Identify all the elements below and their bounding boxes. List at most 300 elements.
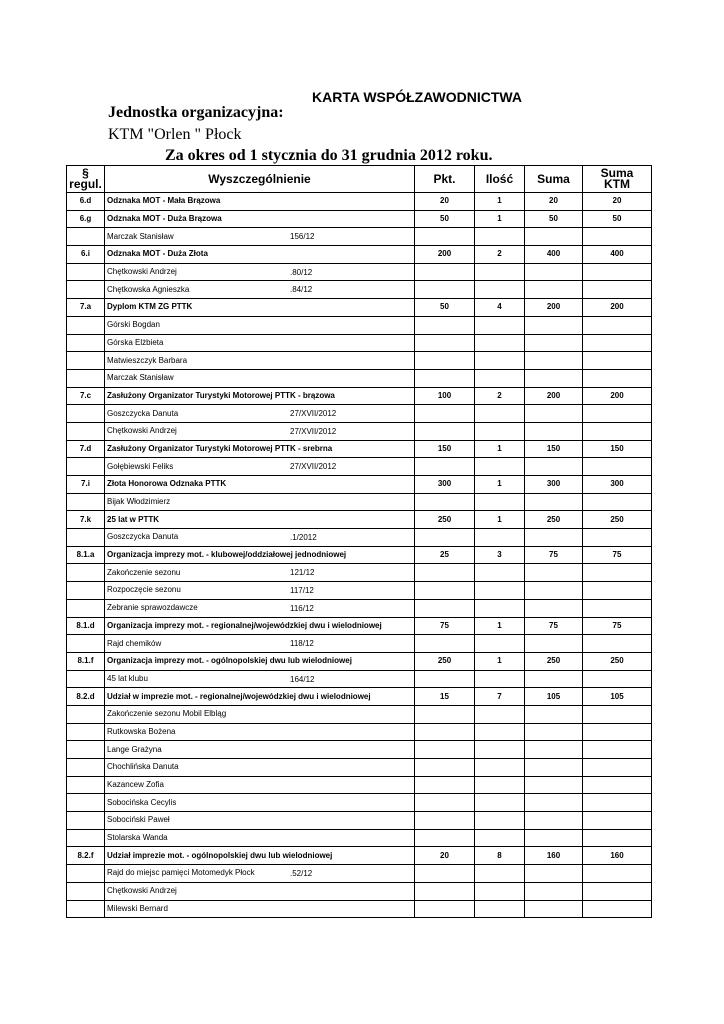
sum-ktm-cell: 50 [583, 210, 652, 228]
paragraph-cell [67, 281, 105, 299]
paragraph-cell [67, 865, 105, 883]
quantity-cell [475, 316, 525, 334]
sum-ktm-cell [583, 281, 652, 299]
quantity-cell [475, 458, 525, 476]
sum-ktm-cell: 160 [583, 847, 652, 865]
points-cell [415, 705, 475, 723]
quantity-cell [475, 228, 525, 246]
paragraph-cell [67, 369, 105, 387]
sum-cell [525, 776, 583, 794]
table-body [67, 193, 652, 918]
sum-ktm-cell [583, 812, 652, 830]
sum-cell [525, 458, 583, 476]
col-header-sum-ktm-line1: Suma [600, 166, 634, 180]
paragraph-cell [67, 263, 105, 281]
detail-row [67, 705, 652, 723]
sum-ktm-cell [583, 352, 652, 370]
description-cell: Dyplom KTM ZG PTTK [105, 299, 415, 317]
paragraph-cell: 7.k [67, 511, 105, 529]
points-cell [415, 281, 475, 299]
person-or-event-name: Marczak Stanisław [107, 373, 174, 383]
paragraph-cell [67, 794, 105, 812]
description-cell [105, 599, 415, 617]
quantity-cell [475, 281, 525, 299]
paragraph-cell: 6.d [67, 193, 105, 211]
person-or-event-name: Chętkowska Agnieszka [107, 284, 190, 294]
paragraph-cell: 8.1.f [67, 652, 105, 670]
detail-row [67, 493, 652, 511]
points-cell [415, 794, 475, 812]
sum-cell: 250 [525, 652, 583, 670]
person-or-event-name: Sobocińska Cecylis [107, 797, 177, 807]
quantity-cell: 1 [475, 210, 525, 228]
person-or-event-name: Górska Elżbieta [107, 337, 164, 347]
description-cell [105, 422, 415, 440]
category-row [67, 193, 652, 211]
description-cell [105, 829, 415, 847]
paragraph-cell: 8.1.d [67, 617, 105, 635]
sum-cell [525, 705, 583, 723]
description-cell [105, 865, 415, 883]
quantity-cell: 1 [475, 476, 525, 494]
person-or-event-name: Kazancew Zofia [107, 780, 164, 790]
description-cell [105, 705, 415, 723]
sum-cell [525, 405, 583, 423]
category-row [67, 476, 652, 494]
quantity-cell: 4 [475, 299, 525, 317]
category-row [67, 546, 652, 564]
sum-cell [525, 635, 583, 653]
points-cell [415, 422, 475, 440]
col-header-quantity: Ilość [475, 166, 525, 193]
detail-row [67, 794, 652, 812]
detail-row [67, 582, 652, 600]
quantity-cell [475, 794, 525, 812]
points-cell [415, 599, 475, 617]
paragraph-cell [67, 900, 105, 918]
quantity-cell [475, 635, 525, 653]
quantity-cell: 2 [475, 246, 525, 264]
sum-ktm-cell [583, 458, 652, 476]
sum-ktm-cell: 300 [583, 476, 652, 494]
category-row [67, 688, 652, 706]
org-name: KTM "Orlen " Płock [108, 126, 242, 143]
paragraph-cell [67, 316, 105, 334]
sum-cell [525, 741, 583, 759]
reference-number: 164/12 [290, 674, 315, 684]
sum-ktm-cell: 105 [583, 688, 652, 706]
sum-ktm-cell [583, 316, 652, 334]
detail-row [67, 900, 652, 918]
points-cell [415, 759, 475, 777]
reference-number: 27/XVII/2012 [290, 426, 337, 436]
quantity-cell [475, 723, 525, 741]
description-cell: Odznaka MOT - Duża Brązowa [105, 210, 415, 228]
description-cell [105, 352, 415, 370]
sum-cell: 250 [525, 511, 583, 529]
sum-ktm-cell [583, 405, 652, 423]
sum-cell [525, 670, 583, 688]
reference-number: .80/12 [290, 267, 313, 277]
paragraph-cell: 7.a [67, 299, 105, 317]
quantity-cell: 2 [475, 387, 525, 405]
detail-row [67, 741, 652, 759]
description-cell [105, 334, 415, 352]
sum-cell [525, 812, 583, 830]
sum-cell: 200 [525, 299, 583, 317]
sum-ktm-cell [583, 705, 652, 723]
points-cell [415, 334, 475, 352]
quantity-cell: 7 [475, 688, 525, 706]
points-cell [415, 635, 475, 653]
sum-ktm-cell [583, 599, 652, 617]
description-cell [105, 316, 415, 334]
quantity-cell [475, 564, 525, 582]
sum-cell: 300 [525, 476, 583, 494]
col-header-paragraph [67, 166, 105, 193]
points-cell [415, 405, 475, 423]
points-cell: 100 [415, 387, 475, 405]
col-header-description: Wyszczególnienie [105, 166, 415, 193]
sum-ktm-cell [583, 882, 652, 900]
sum-ktm-cell: 250 [583, 652, 652, 670]
detail-row [67, 405, 652, 423]
sum-cell [525, 829, 583, 847]
reference-number: .1/2012 [290, 533, 317, 543]
reference-number: 116/12 [290, 603, 314, 613]
paragraph-cell [67, 670, 105, 688]
person-or-event-name: Matwieszczyk Barbara [107, 355, 188, 365]
detail-row [67, 829, 652, 847]
category-row [67, 387, 652, 405]
detail-row [67, 458, 652, 476]
sum-cell [525, 882, 583, 900]
points-cell: 50 [415, 299, 475, 317]
quantity-cell [475, 369, 525, 387]
quantity-cell [475, 900, 525, 918]
quantity-cell [475, 829, 525, 847]
sum-cell [525, 228, 583, 246]
sum-ktm-cell [583, 529, 652, 547]
sum-cell [525, 369, 583, 387]
sum-cell [525, 900, 583, 918]
paragraph-cell [67, 458, 105, 476]
quantity-cell [475, 882, 525, 900]
col-header-sum-ktm-line2: KTM [604, 177, 630, 191]
paragraph-cell [67, 723, 105, 741]
category-row [67, 847, 652, 865]
person-or-event-name: Chętkowski Andrzej [107, 886, 177, 896]
quantity-cell [475, 493, 525, 511]
sum-ktm-cell [583, 829, 652, 847]
sum-cell [525, 334, 583, 352]
quantity-cell [475, 422, 525, 440]
quantity-cell [475, 352, 525, 370]
quantity-cell [475, 334, 525, 352]
sum-ktm-cell: 250 [583, 511, 652, 529]
col-header-paragraph-label: regul. [69, 177, 102, 191]
points-cell: 25 [415, 546, 475, 564]
description-cell [105, 723, 415, 741]
sum-cell [525, 281, 583, 299]
sum-cell [525, 263, 583, 281]
sum-ktm-cell [583, 865, 652, 883]
description-cell [105, 582, 415, 600]
points-cell [415, 493, 475, 511]
person-or-event-name: Milewski Bernard [107, 903, 168, 913]
sum-cell [525, 316, 583, 334]
paragraph-cell [67, 493, 105, 511]
detail-row [67, 316, 652, 334]
sum-cell [525, 493, 583, 511]
points-cell: 50 [415, 210, 475, 228]
description-cell [105, 759, 415, 777]
points-cell: 20 [415, 193, 475, 211]
table-header-row [67, 166, 652, 193]
paragraph-cell [67, 759, 105, 777]
person-or-event-name: Zakończenie sezonu [107, 567, 181, 577]
reference-number: .52/12 [290, 869, 313, 879]
reference-number: 118/12 [290, 639, 314, 649]
sum-ktm-cell [583, 263, 652, 281]
sum-ktm-cell: 75 [583, 546, 652, 564]
paragraph-cell [67, 228, 105, 246]
person-or-event-name: Rajd chemików [107, 638, 162, 648]
sum-cell [525, 599, 583, 617]
paragraph-cell: 7.d [67, 440, 105, 458]
sum-ktm-cell [583, 776, 652, 794]
category-row [67, 617, 652, 635]
col-header-sum: Suma [525, 166, 583, 193]
points-cell [415, 263, 475, 281]
paragraph-cell [67, 812, 105, 830]
points-cell: 75 [415, 617, 475, 635]
sum-cell [525, 352, 583, 370]
detail-row [67, 263, 652, 281]
sum-ktm-cell [583, 564, 652, 582]
sum-cell: 75 [525, 546, 583, 564]
reference-number: .84/12 [290, 285, 313, 295]
description-cell [105, 493, 415, 511]
points-cell: 250 [415, 652, 475, 670]
detail-row [67, 334, 652, 352]
detail-row [67, 882, 652, 900]
description-cell [105, 281, 415, 299]
points-cell [415, 812, 475, 830]
sum-ktm-cell: 400 [583, 246, 652, 264]
sum-cell: 400 [525, 246, 583, 264]
paragraph-cell: 6.i [67, 246, 105, 264]
category-row [67, 511, 652, 529]
sum-cell: 20 [525, 193, 583, 211]
sum-ktm-cell [583, 794, 652, 812]
points-cell: 250 [415, 511, 475, 529]
sum-ktm-cell: 200 [583, 387, 652, 405]
person-or-event-name: Górski Bogdan [107, 320, 160, 330]
category-row [67, 440, 652, 458]
sum-ktm-cell [583, 759, 652, 777]
points-cell: 150 [415, 440, 475, 458]
person-or-event-name: Stolarska Wanda [107, 833, 168, 843]
person-or-event-name: Chętkowski Andrzej [107, 426, 177, 436]
points-cell: 20 [415, 847, 475, 865]
sum-cell [525, 723, 583, 741]
points-cell [415, 564, 475, 582]
detail-row [67, 564, 652, 582]
paragraph-cell [67, 334, 105, 352]
person-or-event-name: 45 lat klubu [107, 673, 148, 683]
points-cell [415, 458, 475, 476]
category-row [67, 299, 652, 317]
detail-row [67, 759, 652, 777]
sum-ktm-cell [583, 228, 652, 246]
description-cell: Udział w imprezie mot. - regionalnej/wojewódzkiej dwu i wielodniowej [105, 688, 415, 706]
points-cell [415, 776, 475, 794]
sum-cell: 105 [525, 688, 583, 706]
sum-ktm-cell [583, 635, 652, 653]
paragraph-cell: 7.c [67, 387, 105, 405]
category-row [67, 652, 652, 670]
person-or-event-name: Lange Grażyna [107, 744, 162, 754]
paragraph-cell [67, 599, 105, 617]
quantity-cell: 1 [475, 617, 525, 635]
points-cell [415, 316, 475, 334]
paragraph-cell: 8.1.a [67, 546, 105, 564]
detail-row [67, 812, 652, 830]
sum-ktm-cell [583, 741, 652, 759]
description-cell: Organizacja imprezy mot. - ogólnopolskiej dwu lub wielodniowej [105, 652, 415, 670]
points-cell: 15 [415, 688, 475, 706]
person-or-event-name: Rajd do miejsc pamięci Motomedyk Płock [107, 868, 255, 878]
paragraph-cell [67, 352, 105, 370]
person-or-event-name: Chętkowski Andrzej [107, 267, 177, 277]
quantity-cell [475, 670, 525, 688]
detail-row [67, 776, 652, 794]
sum-cell [525, 865, 583, 883]
points-cell [415, 829, 475, 847]
detail-row [67, 723, 652, 741]
points-cell [415, 900, 475, 918]
quantity-cell [475, 759, 525, 777]
person-or-event-name: Bijak Włodzimierz [107, 497, 171, 507]
reference-number: 117/12 [290, 586, 314, 596]
sum-ktm-cell [583, 493, 652, 511]
sum-cell: 75 [525, 617, 583, 635]
quantity-cell [475, 812, 525, 830]
detail-row [67, 228, 652, 246]
paragraph-cell [67, 564, 105, 582]
detail-row [67, 635, 652, 653]
sum-cell: 50 [525, 210, 583, 228]
description-cell [105, 812, 415, 830]
person-or-event-name: Rozpoczęcie sezonu [107, 585, 181, 595]
paragraph-cell [67, 882, 105, 900]
quantity-cell: 1 [475, 652, 525, 670]
sum-ktm-cell: 75 [583, 617, 652, 635]
description-cell: Organizacja imprezy mot. - regionalnej/wojewódzkiej dwu i wielodniowej [105, 617, 415, 635]
description-cell [105, 228, 415, 246]
col-header-sum-ktm [583, 166, 652, 193]
points-cell [415, 582, 475, 600]
quantity-cell [475, 599, 525, 617]
points-cell [415, 352, 475, 370]
person-or-event-name: Goszczycka Danuta [107, 532, 179, 542]
period-heading: Za okres od 1 stycznia do 31 grudnia 2012 roku. [165, 147, 493, 164]
description-cell [105, 458, 415, 476]
description-cell [105, 263, 415, 281]
points-cell [415, 228, 475, 246]
sum-cell [525, 582, 583, 600]
detail-row [67, 369, 652, 387]
sum-cell [525, 422, 583, 440]
description-cell [105, 529, 415, 547]
sum-ktm-cell: 20 [583, 193, 652, 211]
competition-table [66, 165, 652, 918]
category-row [67, 246, 652, 264]
paragraph-cell [67, 741, 105, 759]
quantity-cell: 1 [475, 193, 525, 211]
points-cell [415, 670, 475, 688]
quantity-cell: 1 [475, 511, 525, 529]
quantity-cell [475, 582, 525, 600]
points-cell [415, 369, 475, 387]
col-header-points: Pkt. [415, 166, 475, 193]
paragraph-cell [67, 582, 105, 600]
sum-ktm-cell [583, 422, 652, 440]
sum-ktm-cell [583, 670, 652, 688]
quantity-cell: 8 [475, 847, 525, 865]
sum-ktm-cell [583, 334, 652, 352]
detail-row [67, 422, 652, 440]
description-cell: Udział imprezie mot. - ogólnopolskiej dwu lub wielodniowej [105, 847, 415, 865]
description-cell [105, 794, 415, 812]
detail-row [67, 599, 652, 617]
person-or-event-name: Zakończenie sezonu Mobil Elbląg [107, 709, 227, 719]
document-title: KARTA WSPÓŁZAWODNICTWA [312, 89, 522, 105]
reference-number: 121/12 [290, 568, 315, 578]
points-cell [415, 741, 475, 759]
person-or-event-name: Zebranie sprawozdawcze [107, 603, 198, 613]
description-cell: Odznaka MOT - Mała Brązowa [105, 193, 415, 211]
description-cell: Zasłużony Organizator Turystyki Motorowej PTTK - srebrna [105, 440, 415, 458]
quantity-cell: 3 [475, 546, 525, 564]
quantity-cell [475, 705, 525, 723]
paragraph-cell: 7.i [67, 476, 105, 494]
sum-cell [525, 564, 583, 582]
reference-number: 156/12 [290, 232, 315, 242]
person-or-event-name: Gołębiewski Feliks [107, 461, 174, 471]
description-cell: Organizacja imprezy mot. - klubowej/oddziałowej jednodniowej [105, 546, 415, 564]
description-cell [105, 369, 415, 387]
quantity-cell [475, 865, 525, 883]
description-cell [105, 882, 415, 900]
description-cell: Odznaka MOT - Duża Złota [105, 246, 415, 264]
sum-ktm-cell [583, 369, 652, 387]
org-label: Jednostka organizacyjna: [108, 104, 284, 121]
person-or-event-name: Sobociński Paweł [107, 815, 170, 825]
paragraph-cell [67, 529, 105, 547]
description-cell [105, 635, 415, 653]
quantity-cell [475, 741, 525, 759]
detail-row [67, 670, 652, 688]
paragraph-cell: 6.g [67, 210, 105, 228]
reference-number: 27/XVII/2012 [290, 409, 337, 419]
person-or-event-name: Chochlińska Danuta [107, 762, 179, 772]
reference-number: 27/XVII/2012 [290, 462, 337, 472]
sum-cell [525, 529, 583, 547]
description-cell: Złota Honorowa Odznaka PTTK [105, 476, 415, 494]
description-cell [105, 776, 415, 794]
